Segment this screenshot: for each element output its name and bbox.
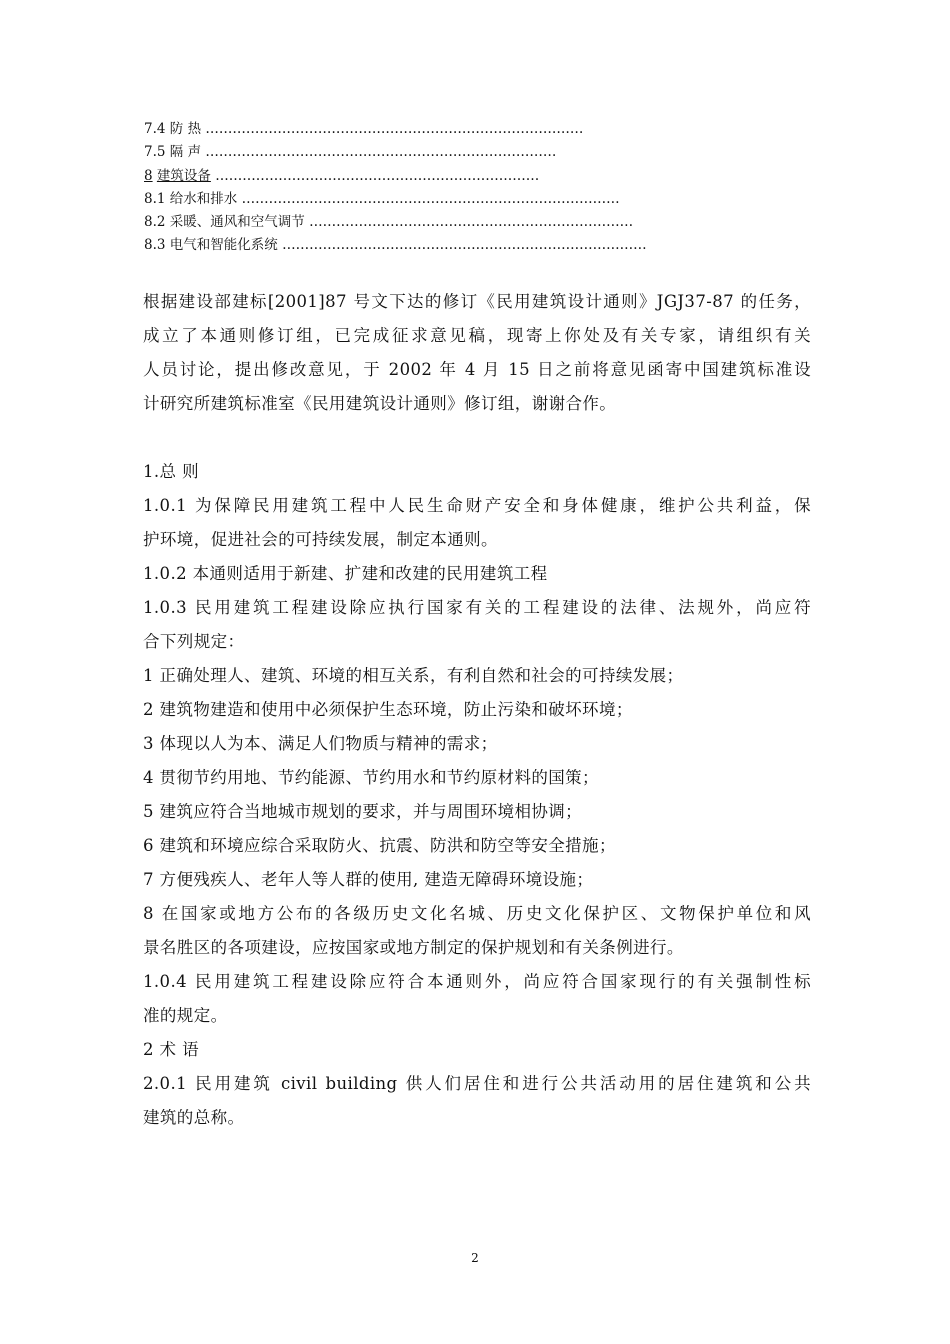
toc-entry-title: 电气和智能化系统 [169, 237, 278, 254]
toc-entry[interactable] [144, 211, 824, 234]
toc-entry-title: 隔 声 [169, 144, 202, 161]
content-line: 3 体现以人为本、满足人们物质与精神的需求； [143, 734, 498, 753]
toc-entry-leader-dots: …………………………………………………………………… [205, 144, 557, 161]
content-line: 1.0.3 民用建筑工程建设除应执行国家有关的工程建设的法律、法规外，尚应符 [143, 598, 811, 617]
toc-entry-number: 8 [144, 167, 153, 184]
toc-entry-title: 防 热 [169, 121, 202, 137]
content-line: 合下列规定： [143, 632, 245, 651]
intro-paragraph [143, 285, 811, 421]
content-line: 准的规定。 [143, 1006, 228, 1025]
content-line: 1.总 则 [143, 462, 199, 481]
toc-entry-leader-dots: ………………………………………………………………………… [205, 121, 584, 137]
intro-line: 根据建设部建标[2001]87 号文下达的修订《民用建筑设计通则》JGJ37-87 的任务， [143, 292, 811, 311]
toc-entry[interactable] [144, 188, 824, 211]
toc-entry[interactable] [144, 118, 824, 141]
intro-line: 人员讨论，提出修改意见，于 2002 年 4 月 15 日之前将意见函寄中国建筑标准设 [143, 360, 811, 379]
toc-entry-leader-dots: ……………………………………………………………… [215, 167, 540, 184]
content-line: 护环境，促进社会的可持续发展，制定本通则。 [143, 530, 498, 549]
content-line: 1.0.2 本通则适用于新建、扩建和改建的民用建筑工程 [143, 564, 548, 583]
content-line: 8 在国家或地方公布的各级历史文化名城、历史文化保护区、文物保护单位和风 [143, 904, 811, 923]
content-line: 4 贯彻节约用地、节约能源、节约用水和节约原材料的国策； [143, 768, 599, 787]
content-line: 5 建筑应符合当地城市规划的要求，并与周围环境相协调； [143, 802, 583, 821]
toc-entry-number: 8.2 [144, 214, 166, 231]
table-of-contents [144, 118, 824, 258]
toc-entry-leader-dots: ………………………………………………………………………… [241, 190, 620, 207]
content-line: 景名胜区的各项建设，应按国家或地方制定的保护规划和有关条例进行。 [143, 938, 684, 957]
intro-line: 成立了本通则修订组，已完成征求意见稿，现寄上你处及有关专家，请组织有关 [143, 326, 811, 345]
toc-entry-title: 建筑设备 [156, 167, 211, 184]
content-line: 2 建筑物建造和使用中必须保护生态环境，防止污染和破坏环境； [143, 700, 633, 719]
content-line: 7 方便残疾人、老年人等人群的使用, 建造无障碍环境设施； [143, 870, 594, 889]
chapter-content [143, 455, 811, 1135]
toc-entry[interactable] [144, 234, 824, 257]
toc-entry-leader-dots: ……………………………………………………………………… [282, 237, 647, 254]
intro-line: 计研究所建筑标准室《民用建筑设计通则》修订组，谢谢合作。 [143, 394, 617, 413]
content-line: 1 正确处理人、建筑、环境的相互关系，有利自然和社会的可持续发展； [143, 666, 684, 685]
content-line: 2 术 语 [143, 1040, 199, 1059]
content-line: 2.0.1 民用建筑 civil building 供人们居住和进行公共活动用的居住建筑和公共 [143, 1074, 811, 1093]
toc-entry-number: 8.3 [144, 237, 166, 254]
toc-entry[interactable] [144, 141, 824, 164]
toc-entry[interactable] [144, 165, 824, 188]
toc-entry-number: 7.4 [144, 121, 166, 137]
document-body [143, 285, 811, 1135]
toc-entry-title: 采暖、通风和空气调节 [169, 214, 305, 231]
page-number: 2 [471, 1251, 479, 1265]
toc-entry-number: 8.1 [144, 190, 166, 207]
paragraph-gap [143, 421, 811, 455]
content-line: 6 建筑和环境应综合采取防火、抗震、防洪和防空等安全措施； [143, 836, 616, 855]
content-line: 1.0.1 为保障民用建筑工程中人民生命财产安全和身体健康，维护公共利益，保 [143, 496, 811, 515]
content-line: 建筑的总称。 [143, 1108, 245, 1127]
toc-entry-leader-dots: ……………………………………………………………… [309, 214, 634, 231]
content-line: 1.0.4 民用建筑工程建设除应符合本通则外，尚应符合国家现行的有关强制性标 [143, 972, 811, 991]
toc-entry-number: 7.5 [144, 144, 166, 161]
toc-entry-title: 给水和排水 [169, 190, 238, 207]
